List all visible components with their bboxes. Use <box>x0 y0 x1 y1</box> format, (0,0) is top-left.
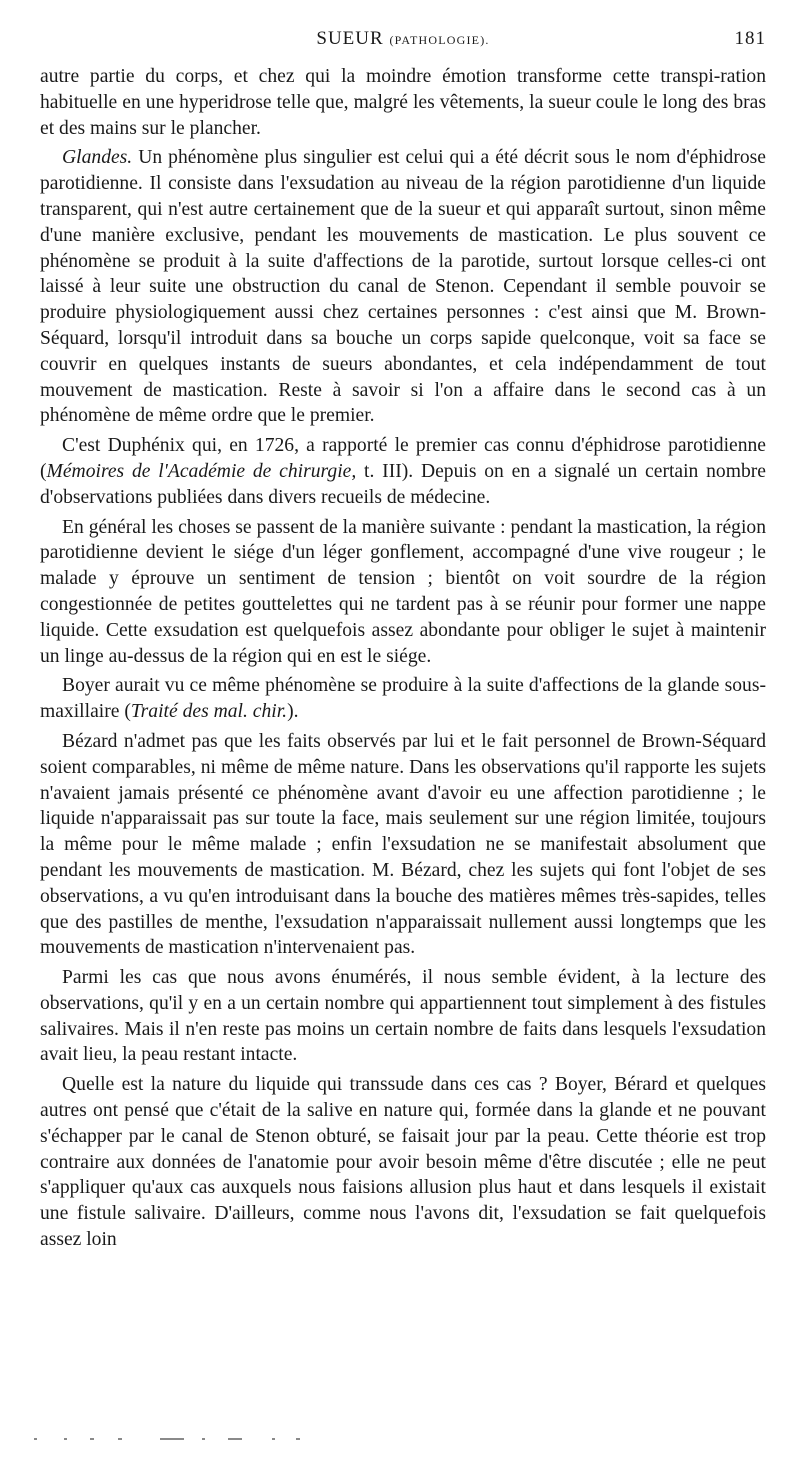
citation-title: Mémoires de l'Académie de chirurgie, <box>46 460 357 482</box>
paragraph-text: C'est Duphénix qui, en 1726, a rapporté le premier cas connu d'éphidrose parotidienne ( <box>40 435 766 482</box>
paragraph <box>40 64 766 141</box>
paragraph <box>40 1072 766 1253</box>
running-title-main: SUEUR <box>316 28 384 49</box>
paragraph <box>40 673 766 725</box>
citation-title: Traité des mal. chir. <box>130 701 288 723</box>
paragraph-text: autre partie du corps, et chez qui la moindre émotion transforme cette transpi-ration habituelle en une hyperidrose telle que, malgré les vêtements, la sueur coule le long des bras et des mains sur le plancher. <box>40 66 766 139</box>
running-title <box>40 28 766 50</box>
page-number: 181 <box>734 28 766 49</box>
paragraph-text: ). <box>287 701 299 723</box>
running-title-sub: (PATHOLOGIE). <box>389 33 490 47</box>
paragraph <box>40 729 766 961</box>
paragraph <box>40 145 766 429</box>
section-lead: Glandes. <box>62 147 133 169</box>
paragraph-text: t. III). Depuis on en a signalé un certain nombre d'observations publiées dans divers recueils de médecine. <box>40 460 766 508</box>
paragraph-text: Boyer aurait vu ce même phénomène se produire à la suite d'affections de la glande sous-maxillaire ( <box>40 675 766 723</box>
paragraph <box>40 965 766 1068</box>
running-header <box>40 28 766 56</box>
paragraph <box>40 433 766 510</box>
paragraph-text: En général les choses se passent de la manière suivante : pendant la mastication, la région parotidienne devient le siége d'un léger gonflement, accompagné d'une vive rougeur ; le malade y éprouve un sentiment de tension ; bientôt on voit sourdre de la région congestionnée de petites gouttelettes qui ne tardent pas à se réunir pour former une nappe liquide. Cette exsudation est quelquefois assez abondante pour obliger le sujet à maintenir un linge au-dessus de la région qui en est le siége. <box>40 516 766 667</box>
scan-artifact-dots <box>34 1436 394 1442</box>
paragraph-text: Bézard n'admet pas que les faits observés par lui et le fait personnel de Brown-Séquard soient comparables, ni même de même nature. Dans les observations qu'il rapporte les sujets n'avaient jamais présenté ce phénomène avant d'avoir eu une affection parotidienne ; le liquide n'apparaissait pas sur toute la face, mais seulement sur une région limitée, toujours la même pour le même malade ; enfin l'exsudation ne se manifestait absolument que pendant les mouvements de mastication. M. Bézard, chez les sujets qui font l'objet de ses observations, a vu qu'en introduisant dans la bouche des matières mêmes très-sapides, telles que des pastilles de menthe, l'exsudation n'apparaissait nullement aussi longtemps que les mouvements de mastication n'intervenaient pas. <box>40 730 766 959</box>
paragraph-text: Parmi les cas que nous avons énumérés, il nous semble évident, à la lecture des observations, qu'il y en a un certain nombre qui appartiennent tout simplement à des fistules salivaires. Mais il n'en reste pas moins un certain nombre de faits dans lesquels l'exsudation avait lieu, la peau restant intacte. <box>40 967 766 1066</box>
book-page <box>40 28 766 1257</box>
paragraph <box>40 515 766 670</box>
body-text <box>40 64 766 1253</box>
paragraph-text: Un phénomène plus singulier est celui qui a été décrit sous le nom d'éphidrose parotidienne. Il consiste dans l'exsudation au niveau de la région parotidienne d'un liquide transparent, qui n'est autre certainement que de la sueur et qui apparaît surtout, sinon même d'une manière exclusive, pendant les mouvements de mastication. Le plus souvent ce phénomène se produit à la suite d'affections de la parotide, surtout lorsque celles-ci ont laissé à leur suite une obstruction du canal de Stenon. Cependant il semble pouvoir se produire physiologiquement aussi chez certaines personnes : c'est ainsi que M. Brown-Séquard, lorsqu'il introduit dans sa bouche un corps sapide quelconque, voit sa face se couvrir en quelques instants de sueurs abondantes, et cela indépendamment de tout mouvement de mastication. Reste à savoir si l'on a affaire dans le second cas à un phénomène de même ordre que le premier. <box>40 147 766 427</box>
paragraph-text: Quelle est la nature du liquide qui transsude dans ces cas ? Boyer, Bérard et quelques autres ont pensé que c'était de la salive en nature qui, formée dans la glande et ne pouvant s'échapper par le canal de Stenon obturé, se faisait jour par la peau. Cette théorie est trop contraire aux données de l'anatomie pour avoir besoin même d'être discutée ; elle ne peut s'appliquer qu'aux cas auxquels nous faisions allusion plus haut et dans lesquels il existait une fistule salivaire. D'ailleurs, comme nous l'avons dit, l'exsudation se fait quelquefois assez loin <box>40 1074 766 1251</box>
